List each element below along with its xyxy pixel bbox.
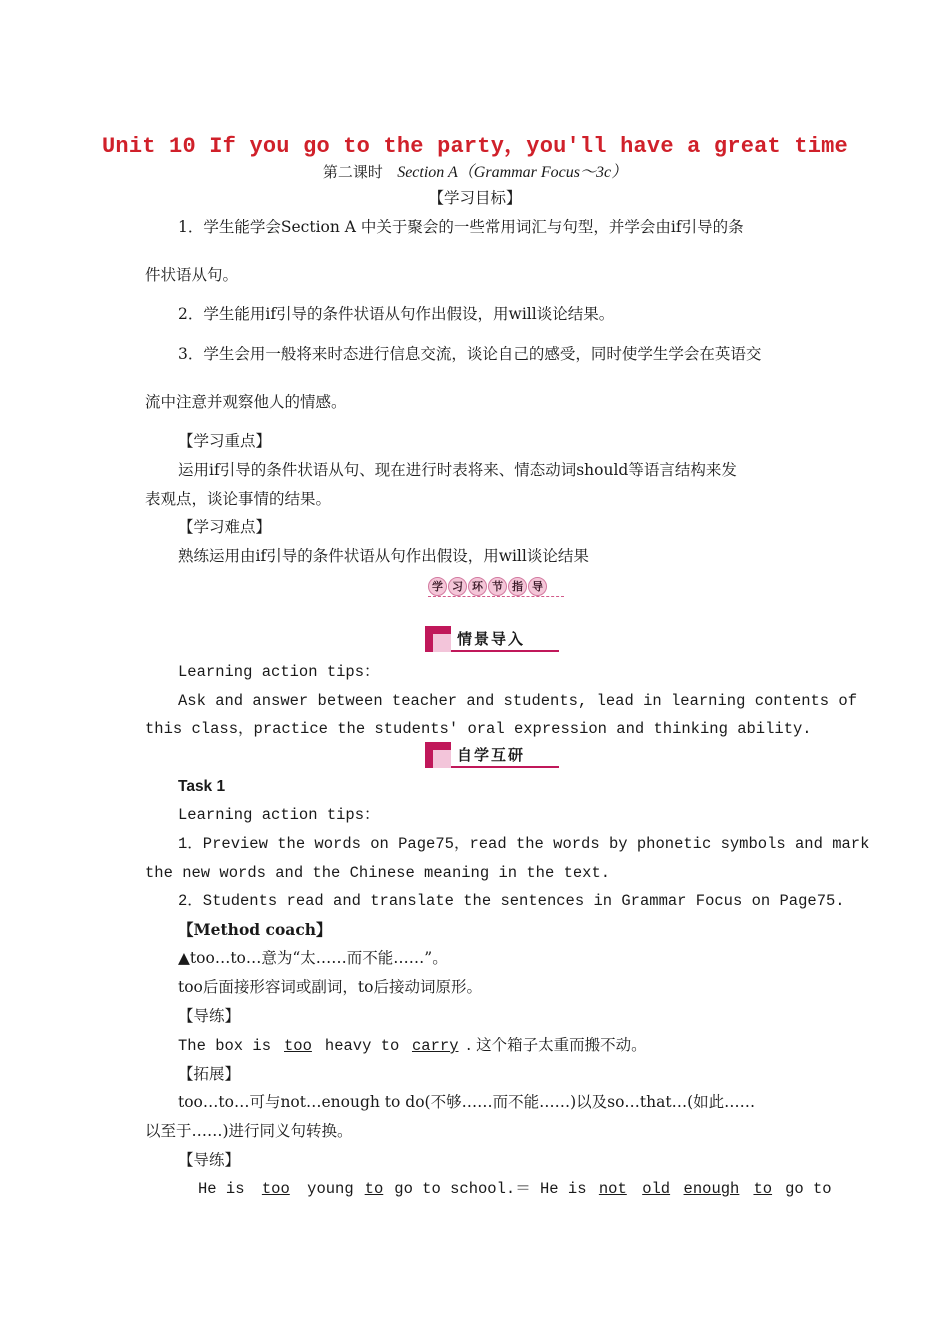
difficulties-text: 熟练运用由if引导的条件状语从句作出假设，用will谈论结果: [178, 547, 589, 565]
tip-2: 2．Students read and translate the sentences in Grammar Focus on Page75.: [178, 892, 845, 910]
sentence-text: young: [307, 1180, 354, 1198]
section1-text-b: this class，practice the students' oral expression and thinking ability.: [145, 720, 812, 738]
banner-char: 导: [528, 577, 547, 596]
practice-1-sentence: [178, 1035, 647, 1056]
objective-1-line-a: 1．学生能学会Section A 中关于聚会的一些常用词汇与句型，并学会由if引导的条: [178, 218, 744, 236]
method-note: too后面接形容词或副词，to后接动词原形。: [178, 978, 482, 996]
banner-char: 环: [468, 577, 487, 596]
section-underline: [451, 766, 559, 768]
lesson-subtitle: [0, 159, 950, 182]
sentence-text: . 这个箱子太重而搬不动。: [466, 1036, 647, 1054]
task-label: Task 1: [178, 778, 226, 795]
section-label: 自学互研: [457, 746, 526, 764]
section-label: 情景导入: [457, 630, 526, 648]
practice-1-heading: 【导练】: [178, 1007, 241, 1025]
banner-char: 指: [508, 577, 527, 596]
practice-2-sentence: [198, 1179, 832, 1199]
tip-1-line-a: 1．Preview the words on Page75，read the words by phonetic symbols and mark: [178, 835, 870, 853]
answer-blank: old: [642, 1180, 671, 1198]
banner-char: 习: [448, 577, 467, 596]
section1-text-a: Ask and answer between teacher and students, lead in learning contents of: [178, 692, 858, 710]
objective-1-line-b: 件状语从句。: [145, 266, 239, 284]
section-header-selfstudy: [425, 742, 559, 768]
key-points-line-a: 运用if引导的条件状语从句、现在进行时表将来、情态动词should等语言结构来发: [178, 461, 737, 479]
banner-underline: [428, 596, 564, 597]
sentence-text: go to school.＝ He is: [394, 1180, 587, 1198]
section2-tips-label: Learning action tips：: [178, 806, 380, 824]
sentence-text: The box is: [178, 1037, 272, 1055]
answer-blank: not: [598, 1180, 627, 1198]
objective-3-line-a: 3．学生会用一般将来时态进行信息交流，谈论自己的感受，同时使学生学会在英语交: [178, 345, 762, 363]
unit-title: Unit 10 If you go to the party，you'll have a great time: [102, 134, 848, 159]
method-rule: ▲too…to…意为“太……而不能……”。: [178, 949, 448, 967]
section-range: Section A（Grammar Focus～3c）: [397, 164, 628, 181]
key-points-line-b: 表观点，谈论事情的结果。: [145, 490, 332, 508]
key-points-heading: 【学习重点】: [178, 432, 272, 450]
section-square-inner-icon: [433, 750, 451, 768]
banner-char: 节: [488, 577, 507, 596]
sentence-text: heavy to: [324, 1037, 400, 1055]
answer-blank: enough: [683, 1180, 740, 1198]
answer-blank: too: [261, 1180, 290, 1198]
answer-blank: to: [364, 1180, 384, 1198]
objective-3-line-b: 流中注意并观察他人的情感。: [145, 393, 347, 411]
practice-2-heading: 【导练】: [178, 1151, 241, 1169]
method-coach-heading: 【Method coach】: [178, 920, 332, 939]
guide-banner: [428, 575, 564, 597]
sentence-text: He is: [198, 1180, 245, 1198]
answer-blank: too: [284, 1037, 312, 1055]
difficulties-heading: 【学习难点】: [178, 518, 272, 536]
lesson-number: 第二课时: [322, 163, 383, 181]
extend-line-b: 以至于……)进行同义句转换。: [145, 1122, 353, 1140]
section-square-inner-icon: [433, 634, 451, 652]
extend-line-a: too…to…可与not…enough to do(不够……而不能……)以及so…that…(如此……: [178, 1093, 756, 1111]
extend-heading: 【拓展】: [178, 1065, 241, 1083]
objectives-heading: 【学习目标】: [428, 189, 522, 207]
answer-blank: carry: [411, 1037, 459, 1055]
banner-char: 学: [428, 577, 447, 596]
objective-2: 2．学生能用if引导的条件状语从句作出假设，用will谈论结果。: [178, 305, 615, 323]
section-underline: [451, 650, 559, 652]
section-header-scene: [425, 626, 559, 652]
answer-blank: to: [753, 1180, 773, 1198]
tip-1-line-b: the new words and the Chinese meaning in the text.: [145, 864, 611, 882]
sentence-text: go to: [785, 1180, 832, 1198]
section1-tips-label: Learning action tips：: [178, 663, 380, 681]
